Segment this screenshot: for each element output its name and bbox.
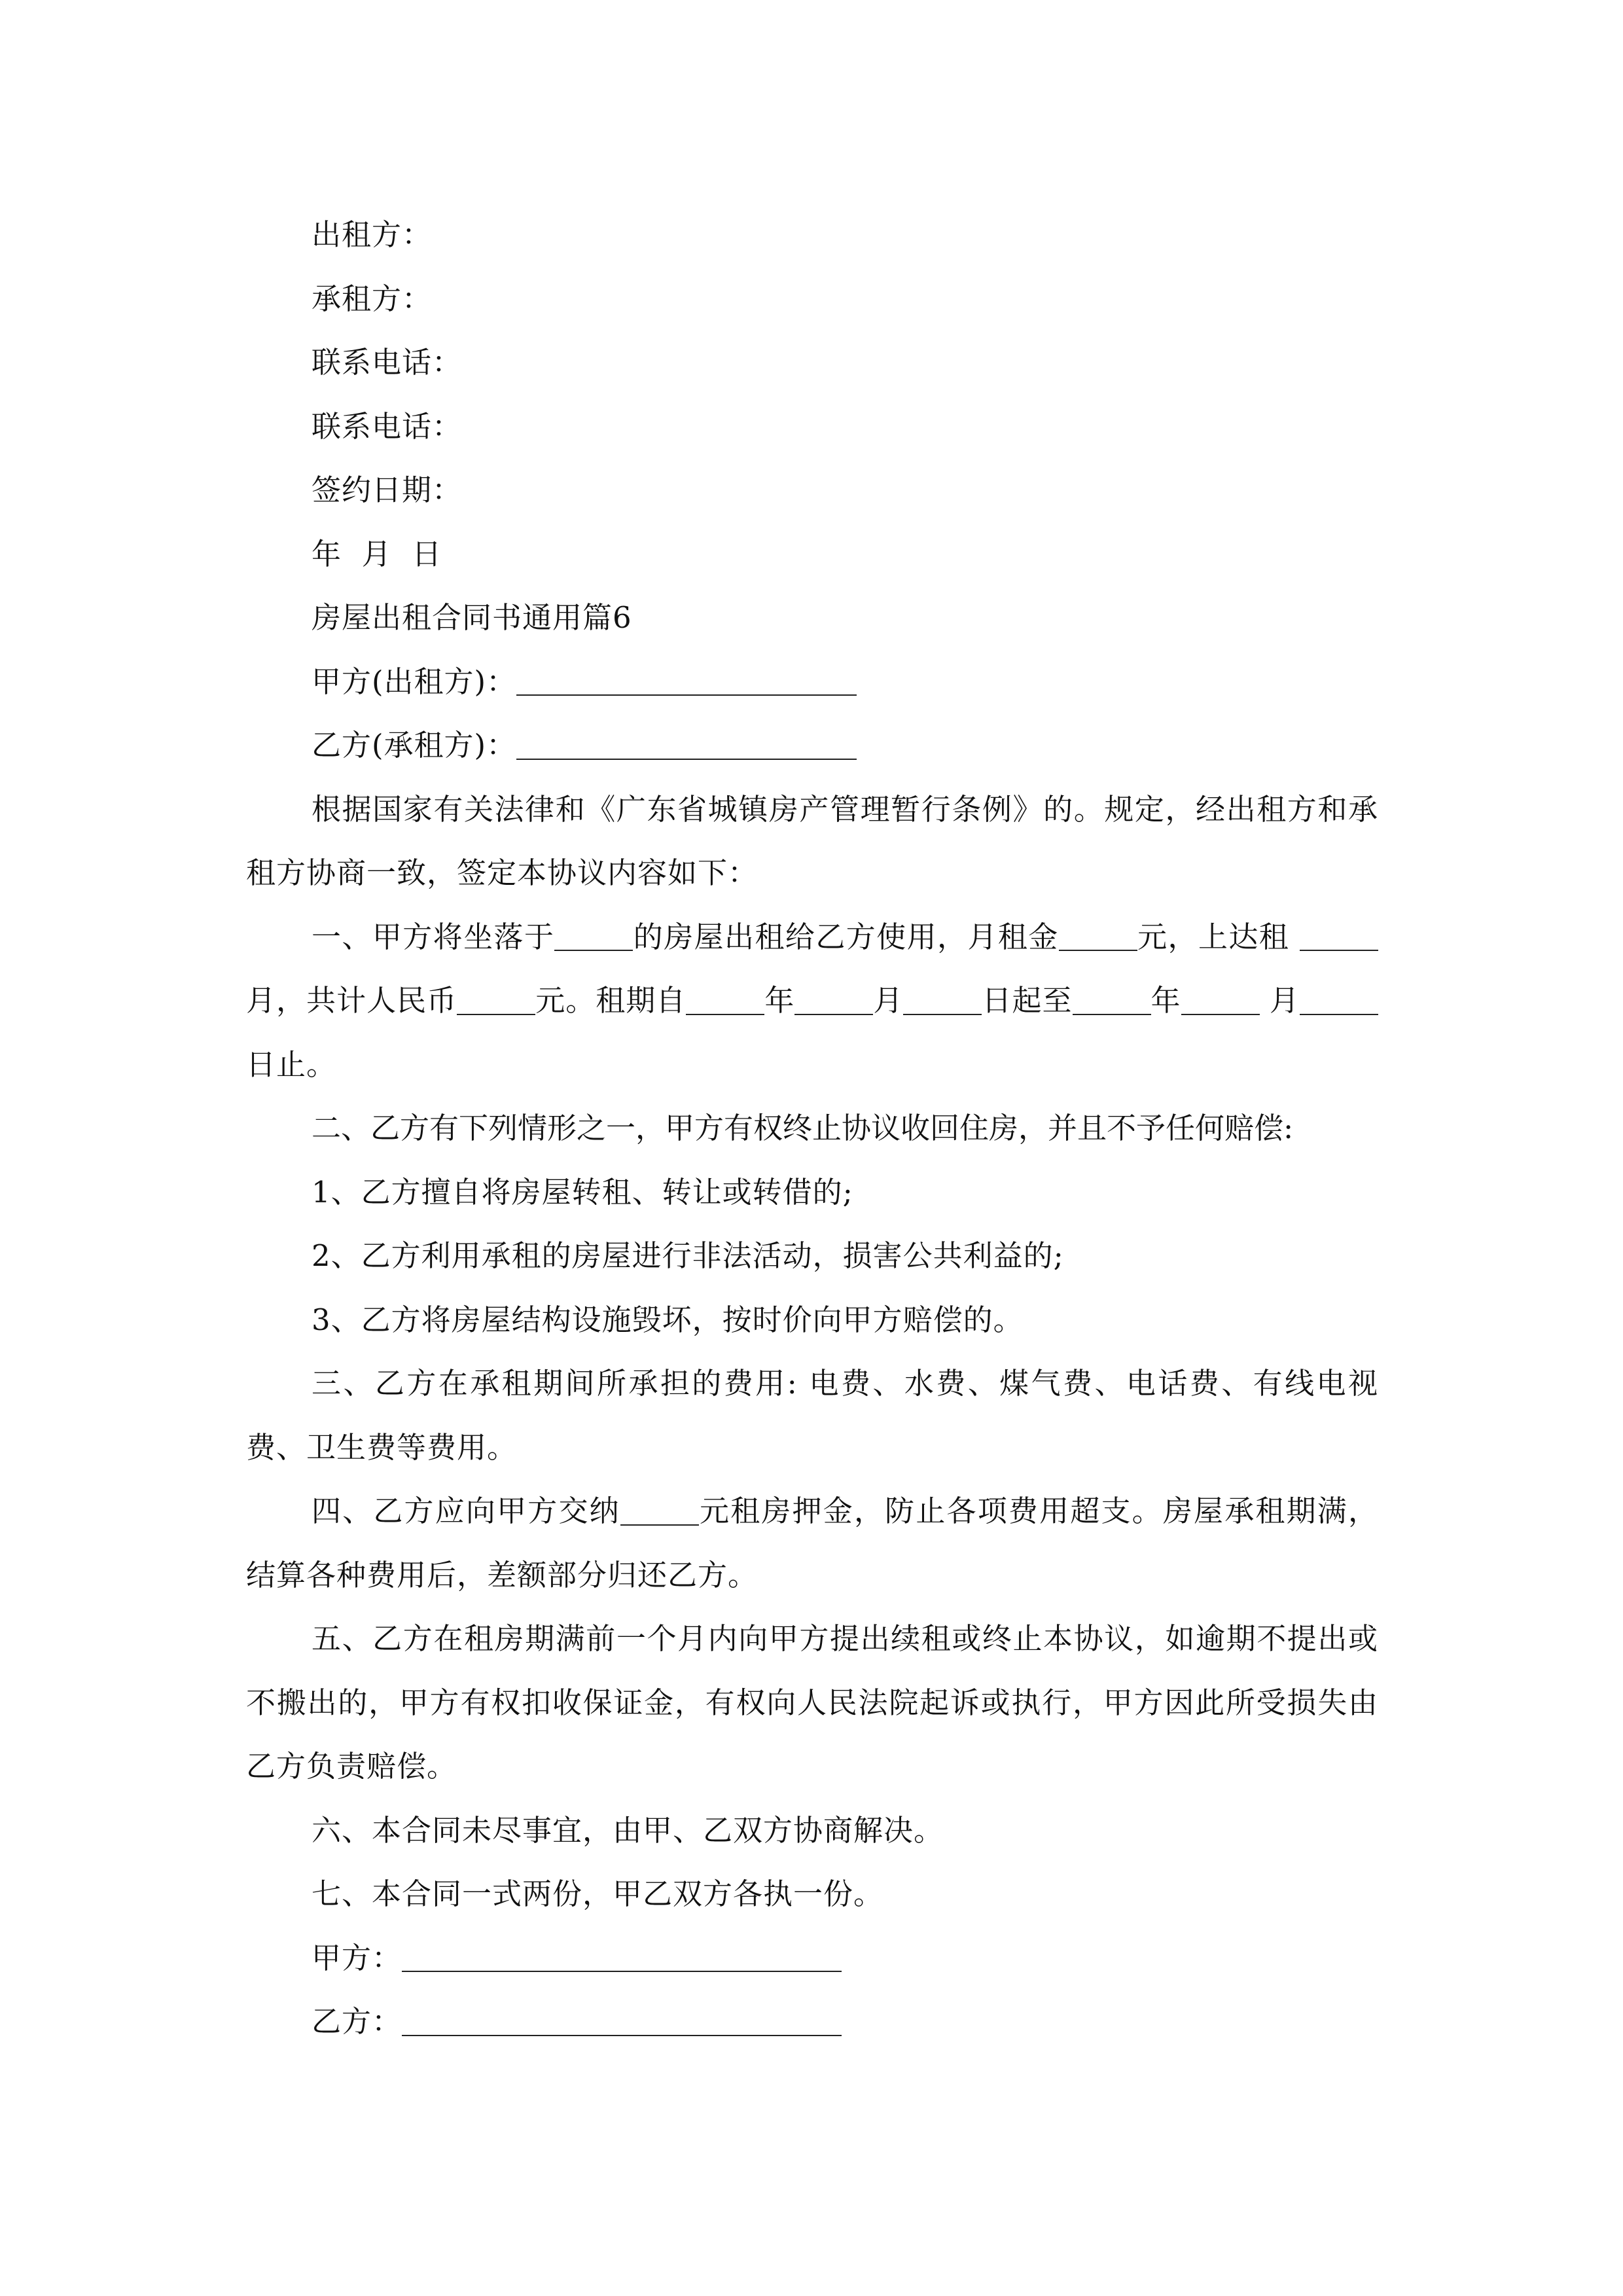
- blank: [554, 920, 633, 951]
- clause-1-text-4: 月，共计人民币: [246, 983, 457, 1018]
- blank: [1300, 984, 1378, 1015]
- signature-party-a-blank: [402, 1941, 842, 1972]
- party-b-line: [246, 713, 1378, 778]
- blank: [457, 984, 535, 1015]
- clause-2-item-1: 1、乙方擅自将房屋转租、转让或转借的;: [312, 1174, 853, 1210]
- blank: [686, 984, 764, 1015]
- clause-1-text-10: 月: [1269, 983, 1300, 1018]
- clause-1-text-2: 的房屋出租给乙方使用，月租金: [633, 919, 1059, 954]
- sign-date-label: 签约日期：: [312, 473, 463, 507]
- clause-1: [246, 905, 1378, 1097]
- deposit-blank: [620, 1495, 699, 1526]
- lessor-label: 出租方：: [312, 217, 433, 252]
- party-b-label: 乙方(承租方)：: [312, 728, 517, 762]
- intro-paragraph: 根据国家有关法律和《广东省城镇房产管理暂行条例》的。规定，经出租方和承租方协商一致，签定本协议内容如下：: [246, 791, 1378, 890]
- clause-3: 三、乙方在承租期间所承担的费用: 电费、水费、煤气费、电话费、有线电视费、卫生费等费用。: [246, 1366, 1378, 1465]
- clause-1-text-6: 年: [764, 983, 795, 1018]
- blank: [903, 984, 982, 1015]
- blank: [1059, 920, 1137, 951]
- blank: [1300, 920, 1378, 951]
- date-placeholder: 年 月 日: [312, 536, 442, 571]
- clause-1-text-1: 一、甲方将坐落于: [312, 919, 555, 954]
- signature-party-a: [246, 1926, 1378, 1990]
- clause-1-text-7: 月: [873, 983, 904, 1018]
- clause-1-text-8: 日起至: [982, 983, 1073, 1018]
- clause-2: 二、乙方有下列情形之一，甲方有权终止协议收回住房，并且不予任何赔偿:: [312, 1111, 1294, 1145]
- contract-title: 房屋出租合同书通用篇6: [312, 600, 632, 635]
- blank: [1181, 984, 1260, 1015]
- blank: [1073, 984, 1151, 1015]
- clause-1-text-3: 元，上达租: [1137, 919, 1290, 954]
- signature-party-b-label: 乙方：: [312, 2004, 402, 2039]
- clause-4: [246, 1479, 1378, 1607]
- clause-1-text-9: 年: [1150, 983, 1181, 1018]
- party-a-blank: [516, 665, 857, 696]
- signature-party-b: [246, 1990, 1378, 2054]
- clause-6: 六、本合同未尽事宜，由甲、乙双方协商解决。: [312, 1812, 944, 1848]
- clause-1-text-5: 元。租期自: [535, 983, 687, 1018]
- clause-2-item-2: 2、乙方利用承租的房屋进行非法活动，损害公共利益的;: [312, 1238, 1064, 1273]
- party-b-blank: [516, 729, 857, 760]
- clause-4-text-2: 元租房押金，防止各项费用超支。房屋承租期满，结算各种费用后，差额部分归还乙方。: [246, 1494, 1378, 1592]
- clause-5: 五、乙方在租房期满前一个月内向甲方提出续租或终止本协议，如逾期不提出或不搬出的，甲方有权扣收保证金，有权向人民法院起诉或执行，甲方因此所受损失由乙方负责赔偿。: [246, 1621, 1378, 1784]
- clause-1-text-11: 日止。: [246, 1047, 337, 1082]
- signature-party-b-blank: [402, 2005, 842, 2036]
- party-a-label: 甲方(出租方)：: [312, 664, 517, 699]
- blank: [794, 984, 873, 1015]
- contract-body: [246, 203, 1378, 2054]
- clause-7: 七、本合同一式两份，甲乙双方各执一份。: [312, 1876, 884, 1911]
- lessee-label: 承租方：: [312, 281, 433, 316]
- phone-label-2: 联系电话：: [312, 408, 463, 444]
- party-a-line: [246, 650, 1378, 714]
- clause-2-item-3: 3、乙方将房屋结构设施毁坏，按时价向甲方赔偿的。: [312, 1302, 1024, 1337]
- phone-label-1: 联系电话：: [312, 345, 463, 380]
- signature-party-a-label: 甲方：: [312, 1940, 402, 1975]
- clause-4-text-1: 四、乙方应向甲方交纳: [312, 1494, 620, 1528]
